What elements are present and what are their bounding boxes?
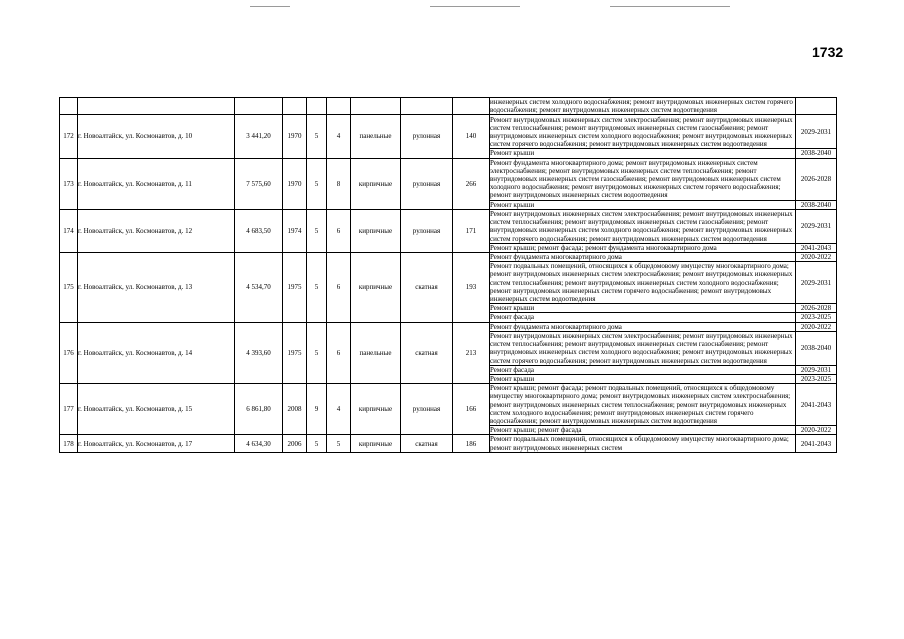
- roof-type-cell: скатная: [401, 253, 453, 323]
- residents-cell: 186: [453, 435, 490, 452]
- table-row: [60, 435, 837, 452]
- work-period-cell: 2038-2040: [796, 200, 837, 209]
- scan-artifact: [250, 6, 290, 7]
- floors-cell: [307, 98, 327, 115]
- table-row: [60, 158, 837, 200]
- work-period-cell: 2041-2043: [796, 435, 837, 452]
- work-description-cell: Ремонт внутридомовых инженерных систем электроснабжения; ремонт внутридомовых инженерных систем теплоснабжения; ремонт внутридомовых инженерных систем газоснабжения; ремонт внутридомовых инженерных систем холодного водоснабжения; ремонт внутридомовых инженерных систем горячего водоснабжения; ремонт внутридомовых инженерных систем водоотведения: [490, 209, 796, 243]
- residents-cell: 166: [453, 384, 490, 435]
- year-cell: 1975: [283, 322, 307, 384]
- address-cell: г. Новоалтайск, ул. Космонавтов, д. 17: [78, 435, 235, 452]
- address-cell: г. Новоалтайск, ул. Космонавтов, д. 11: [78, 158, 235, 209]
- residents-cell: 193: [453, 253, 490, 323]
- year-cell: 1970: [283, 115, 307, 158]
- work-description-cell: Ремонт крыши; ремонт фасада; ремонт подвальных помещений, относящихся к общедомовому имуществу многоквартирного дома; ремонт внутридомовых инженерных систем электроснабжения; ремонт внутридомовых инженерных систем теплоснабжения; ремонт внутридомовых инженерных систем холодного водоснабжения; ремонт внутридомовых инженерных систем горячего водоснабжения; ремонт внутридомовых инженерных систем водоотведения: [490, 384, 796, 426]
- residents-cell: [453, 98, 490, 115]
- wall-material-cell: панельные: [351, 322, 401, 384]
- work-period-cell: 2038-2040: [796, 331, 837, 365]
- entrances-cell: 6: [327, 209, 351, 252]
- work-description-cell: Ремонт внутридомовых инженерных систем электроснабжения; ремонт внутридомовых инженерных систем теплоснабжения; ремонт внутридомовых инженерных систем газоснабжения; ремонт внутридомовых инженерных систем холодного водоснабжения; ремонт внутридомовых инженерных систем горячего водоснабжения; ремонт внутридомовых инженерных систем водоотведения: [490, 331, 796, 365]
- floors-cell: 5: [307, 209, 327, 252]
- work-period-cell: 2041-2043: [796, 384, 837, 426]
- residents-cell: 266: [453, 158, 490, 209]
- year-cell: 2008: [283, 384, 307, 435]
- entrances-cell: 4: [327, 384, 351, 435]
- entrances-cell: 6: [327, 253, 351, 323]
- table-row: [60, 322, 837, 331]
- scan-artifact: [610, 6, 730, 7]
- roof-type-cell: рулонная: [401, 158, 453, 209]
- work-period-cell: 2041-2043: [796, 243, 837, 252]
- floors-cell: 5: [307, 253, 327, 323]
- roof-type-cell: скатная: [401, 435, 453, 452]
- work-description-cell: Ремонт подвальных помещений, относящихся к общедомовому имуществу многоквартирного дома; ремонт внутридомовых инженерных систем электроснабжения; ремонт внутридомовых инженерных систем теплоснабжения; ремонт внутридомовых инженерных систем холодного водоснабжения; ремонт внутридомовых инженерных систем горячего водоснабжения; ремонт внутридомовых инженерных систем водоотведения: [490, 262, 796, 304]
- area-cell: 4 393,60: [235, 322, 283, 384]
- row-number: 178: [60, 435, 78, 452]
- work-period-cell: 2023-2025: [796, 313, 837, 322]
- entrances-cell: 5: [327, 435, 351, 452]
- work-period-cell: 2023-2025: [796, 375, 837, 384]
- work-description-cell: Ремонт крыши: [490, 200, 796, 209]
- year-cell: [283, 98, 307, 115]
- wall-material-cell: кирпичные: [351, 384, 401, 435]
- work-description-cell: Ремонт подвальных помещений, относящихся к общедомовому имуществу многоквартирного дома; ремонт внутридомовых инженерных систем: [490, 435, 796, 452]
- table-row: [60, 98, 837, 115]
- row-number: 172: [60, 115, 78, 158]
- entrances-cell: [327, 98, 351, 115]
- work-period-cell: 2026-2028: [796, 158, 837, 200]
- row-number: 174: [60, 209, 78, 252]
- floors-cell: 9: [307, 384, 327, 435]
- wall-material-cell: кирпичные: [351, 158, 401, 209]
- year-cell: 1970: [283, 158, 307, 209]
- work-description-cell: Ремонт крыши; ремонт фасада: [490, 426, 796, 435]
- work-description-cell: Ремонт крыши: [490, 304, 796, 313]
- housing-register-table: [59, 97, 837, 453]
- work-period-cell: [796, 98, 837, 115]
- area-cell: 3 441,20: [235, 115, 283, 158]
- area-cell: 6 861,80: [235, 384, 283, 435]
- work-period-cell: 2029-2031: [796, 262, 837, 304]
- row-number: 177: [60, 384, 78, 435]
- work-period-cell: 2020-2022: [796, 322, 837, 331]
- work-description-cell: Ремонт фундамента многоквартирного дома: [490, 322, 796, 331]
- floors-cell: 5: [307, 158, 327, 209]
- area-cell: 7 575,60: [235, 158, 283, 209]
- address-cell: г. Новоалтайск, ул. Космонавтов, д. 14: [78, 322, 235, 384]
- row-number: 176: [60, 322, 78, 384]
- work-period-cell: 2026-2028: [796, 304, 837, 313]
- work-description-cell: Ремонт фундамента многоквартирного дома; ремонт внутридомовых инженерных систем электроснабжения; ремонт внутридомовых инженерных систем теплоснабжения; ремонт внутридомовых инженерных систем газоснабжения; ремонт внутридомовых инженерных систем холодного водоснабжения; ремонт внутридомовых инженерных систем горячего водоснабжения; ремонт внутридомовых инженерных систем водоотведения: [490, 158, 796, 200]
- work-description-cell: Ремонт фасада: [490, 313, 796, 322]
- residents-cell: 171: [453, 209, 490, 252]
- table-row: [60, 115, 837, 149]
- residents-cell: 140: [453, 115, 490, 158]
- table-row: [60, 253, 837, 262]
- floors-cell: 5: [307, 115, 327, 158]
- address-cell: г. Новоалтайск, ул. Космонавтов, д. 10: [78, 115, 235, 158]
- scan-artifact: [430, 6, 520, 7]
- row-number: [60, 98, 78, 115]
- address-cell: г. Новоалтайск, ул. Космонавтов, д. 13: [78, 253, 235, 323]
- wall-material-cell: панельные: [351, 115, 401, 158]
- floors-cell: 5: [307, 435, 327, 452]
- roof-type-cell: рулонная: [401, 115, 453, 158]
- table-row: [60, 209, 837, 243]
- wall-material-cell: кирпичные: [351, 253, 401, 323]
- work-description-cell: Ремонт крыши: [490, 375, 796, 384]
- work-description-cell: Ремонт внутридомовых инженерных систем электроснабжения; ремонт внутридомовых инженерных систем теплоснабжения; ремонт внутридомовых инженерных систем газоснабжения; ремонт внутридомовых инженерных систем холодного водоснабжения; ремонт внутридомовых инженерных систем горячего водоснабжения; ремонт внутридомовых инженерных систем водоотведения: [490, 115, 796, 149]
- roof-type-cell: [401, 98, 453, 115]
- work-description-cell: Ремонт крыши: [490, 149, 796, 158]
- work-period-cell: 2038-2040: [796, 149, 837, 158]
- floors-cell: 5: [307, 322, 327, 384]
- area-cell: 4 634,30: [235, 435, 283, 452]
- work-description-cell: Ремонт фундамента многоквартирного дома: [490, 253, 796, 262]
- roof-type-cell: рулонная: [401, 384, 453, 435]
- row-number: 173: [60, 158, 78, 209]
- work-period-cell: 2029-2031: [796, 209, 837, 243]
- address-cell: [78, 98, 235, 115]
- work-period-cell: 2029-2031: [796, 365, 837, 374]
- entrances-cell: 4: [327, 115, 351, 158]
- roof-type-cell: рулонная: [401, 209, 453, 252]
- work-description-cell: Ремонт фасада: [490, 365, 796, 374]
- address-cell: г. Новоалтайск, ул. Космонавтов, д. 15: [78, 384, 235, 435]
- work-period-cell: 2029-2031: [796, 115, 837, 149]
- work-period-cell: 2020-2022: [796, 426, 837, 435]
- year-cell: 2006: [283, 435, 307, 452]
- residents-cell: 213: [453, 322, 490, 384]
- work-period-cell: 2020-2022: [796, 253, 837, 262]
- wall-material-cell: кирпичные: [351, 435, 401, 452]
- wall-material-cell: [351, 98, 401, 115]
- row-number: 175: [60, 253, 78, 323]
- roof-type-cell: скатная: [401, 322, 453, 384]
- area-cell: 4 683,50: [235, 209, 283, 252]
- entrances-cell: 6: [327, 322, 351, 384]
- wall-material-cell: кирпичные: [351, 209, 401, 252]
- area-cell: [235, 98, 283, 115]
- page-number: 1732: [812, 44, 844, 60]
- address-cell: г. Новоалтайск, ул. Космонавтов, д. 12: [78, 209, 235, 252]
- year-cell: 1974: [283, 209, 307, 252]
- work-description-cell: Ремонт крыши; ремонт фасада; ремонт фундамента многоквартирного дома: [490, 243, 796, 252]
- entrances-cell: 8: [327, 158, 351, 209]
- area-cell: 4 534,70: [235, 253, 283, 323]
- table-row: [60, 384, 837, 426]
- work-description-cell: инженерных систем холодного водоснабжения; ремонт внутридомовых инженерных систем горячего водоснабжения; ремонт внутридомовых инженерных систем водоотведения: [490, 98, 796, 115]
- year-cell: 1975: [283, 253, 307, 323]
